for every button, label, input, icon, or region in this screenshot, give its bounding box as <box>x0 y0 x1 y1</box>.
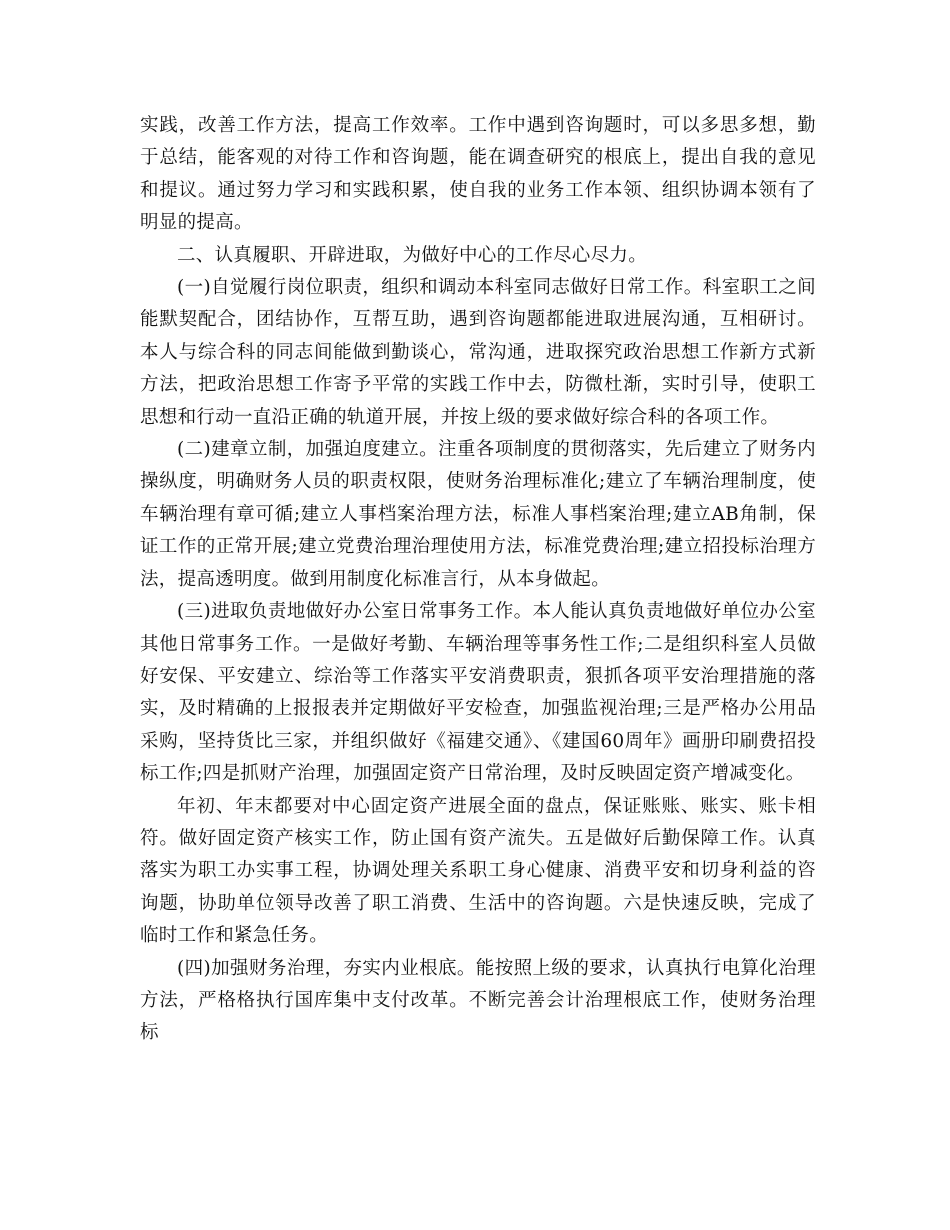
paragraph-4: (二)建章立制，加强迫度建立。注重各项制度的贯彻落实，先后建立了财务内操纵度，明确财务人员的职责权限，使财务治理标准化;建立了车辆治理制度，使车辆治理有章可循;建立人事档案治理方法，标准人事档案治理;建立AB角制，保证工作的正常开展;建立党费治理治理使用方法，标准党费治理;建立招投标治理方法，提高透明度。做到用制度化标准言行，从本身做起。 <box>140 439 816 590</box>
paragraph-1: 实践，改善工作方法，提高工作效率。工作中遇到咨询题时，可以多思多想，勤于总结，能客观的对待工作和咨询题，能在调查研究的根底上，提出自我的意见和提议。通过努力学习和实践积累，使自我的业务工作本领、组织协调本领有了明显的提高。 <box>140 115 816 234</box>
paragraph-6: 年初、年末都要对中心固定资产进展全面的盘点，保证账账、账实、账卡相符。做好固定资产核实工作，防止国有资产流失。五是做好后勤保障工作。认真落实为职工办实事工程，协调处理关系职工身心健康、消费平安和切身利益的咨询题，协助单位领导改善了职工消费、生活中的咨询题。六是快速反映，完成了临时工作和紧急任务。 <box>140 795 816 947</box>
paragraph-5: (三)进取负责地做好办公室日常事务工作。本人能认真负责地做好单位办公室其他日常事务工作。一是做好考勤、车辆治理等事务性工作;二是组织科室人员做好安保、平安建立、综治等工作落实平安消费职责，狠抓各项平安治理措施的落实，及时精确的上报报表并定期做好平安检查，加强监视治理;三是严格办公用品采购，坚持货比三家，并组织做好《福建交通》、《建国60周年》画册印刷费招投标工作;四是抓财产治理，加强固定资产日常治理，及时反映固定资产增减变化。 <box>140 601 816 785</box>
paragraph-7: (四)加强财务治理，夯实内业根底。能按照上级的要求，认真执行电算化治理方法，严格格执行国库集中支付改革。不断完善会计治理根底工作，使财务治理标 <box>140 957 816 1044</box>
paragraph-3: (一)自觉履行岗位职责，组织和调动本科室同志做好日常工作。科室职工之间能默契配合，团结协作，互帮互助，遇到咨询题都能进取进展沟通，互相研讨。本人与综合科的同志间能做到勤谈心，常沟通，进取探究政治思想工作新方式新方法，把政治思想工作寄予平常的实践工作中去，防微杜渐，实时引导，使职工思想和行动一直沿正确的轨道开展，并按上级的要求做好综合科的各项工作。 <box>140 277 816 428</box>
document-body <box>140 110 816 1050</box>
paragraph-2-section-heading: 二、认真履职、开辟进取，为做好中心的工作尽心尽力。 <box>177 244 648 266</box>
